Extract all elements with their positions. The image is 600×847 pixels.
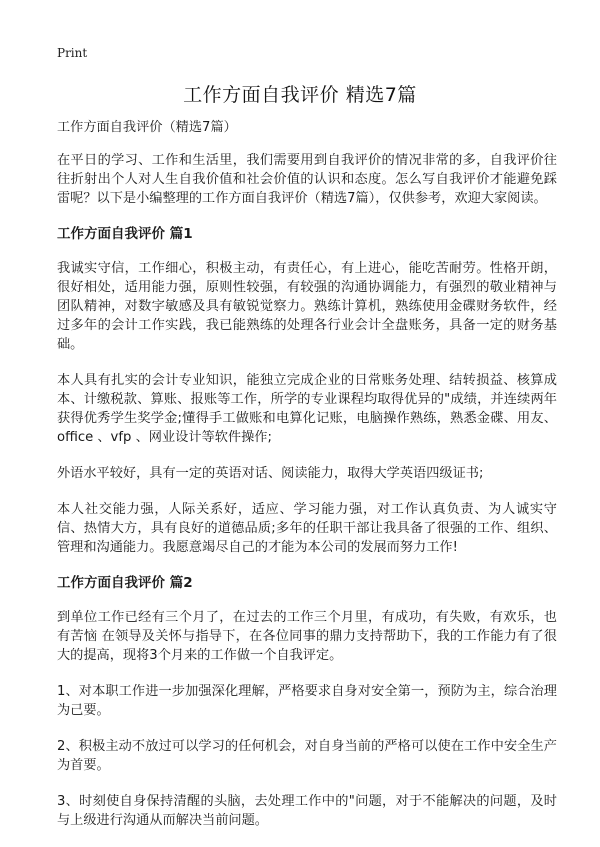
article-subtitle: 工作方面自我评价（精选7篇） bbox=[57, 120, 237, 135]
paragraph: 我诚实守信，工作细心，积极主动，有责任心，有上进心，能吃苦耐劳。性格开朗，很好相处，适用能力强，原则性较强，有较强的沟通协调能力，有强烈的敬业精神与团队精神，对数字敏感及具有敏锐觉察力。熟练计算机，熟练使用金碟财务软件，经过多年的会计工作实践，我已能熟练的处理各行业会计全盘账务，具备一定的财务基础。 bbox=[57, 261, 557, 352]
article-body bbox=[57, 118, 557, 847]
paragraph: 3、时刻使自身保持清醒的头脑，去处理工作中的"问题，对于不能解决的问题，及时与上级进行沟通从而解决当前问题。 bbox=[57, 794, 557, 828]
paragraph: 到单位工作已经有三个月了，在过去的工作三个月里，有成功，有失败，有欢乐，也有苦恼 在领导及关怀与指导下，在各位同事的鼎力支持帮助下，我的工作能力有了很大的提高，现将3个月来的工作做一个自我评定。 bbox=[57, 610, 557, 663]
paragraph: 本人社交能力强，人际关系好，适应、学习能力强，对工作认真负责、为人诚实守信、热情大方，具有良好的道德品质;多年的任职干部让我具备了很强的工作、组织、管理和沟通能力。我愿意竭尽自己的才能为本公司的发展而努力工作! bbox=[57, 502, 557, 555]
section-2 bbox=[57, 574, 557, 830]
intro-paragraph: 在平日的学习、工作和生活里，我们需要用到自我评价的情况非常的多，自我评价往往折射出个人对人生自我价值和社会价值的认识和态度。怎么写自我评价才能避免踩雷呢？以下是小编整理的工作方面自我评价（精选7篇），仅供参考，欢迎大家阅读。 bbox=[57, 153, 557, 206]
paragraph: 外语水平较好，具有一定的英语对话、阅读能力，取得大学英语四级证书; bbox=[57, 466, 484, 481]
paragraph: 本人具有扎实的会计专业知识，能独立完成企业的日常账务处理、结转损益、核算成本、计缴税款、算账、报账等工作，所学的专业课程均取得优异的"成绩，并连续两年获得优秀学生奖学金;懂得手工做账和电算化记账，电脑操作熟练，熟悉金碟、用友、office 、vfp 、网业设计等软件操作; bbox=[57, 373, 557, 445]
section-1 bbox=[57, 225, 557, 557]
page-title: 工作方面自我评价 精选7篇 bbox=[183, 84, 417, 106]
paragraph: 2、积极主动不放过可以学习的任何机会，对自身当前的严格可以使在工作中安全生产为首要。 bbox=[57, 739, 557, 773]
paragraph: 1、对本职工作进一步加强深化理解，严格要求自身对安全第一，预防为主，综合治理为己要。 bbox=[57, 684, 557, 718]
print-label[interactable]: Print bbox=[57, 46, 88, 60]
section-heading: 工作方面自我评价 篇2 bbox=[57, 575, 193, 591]
section-heading: 工作方面自我评价 篇1 bbox=[57, 226, 193, 242]
